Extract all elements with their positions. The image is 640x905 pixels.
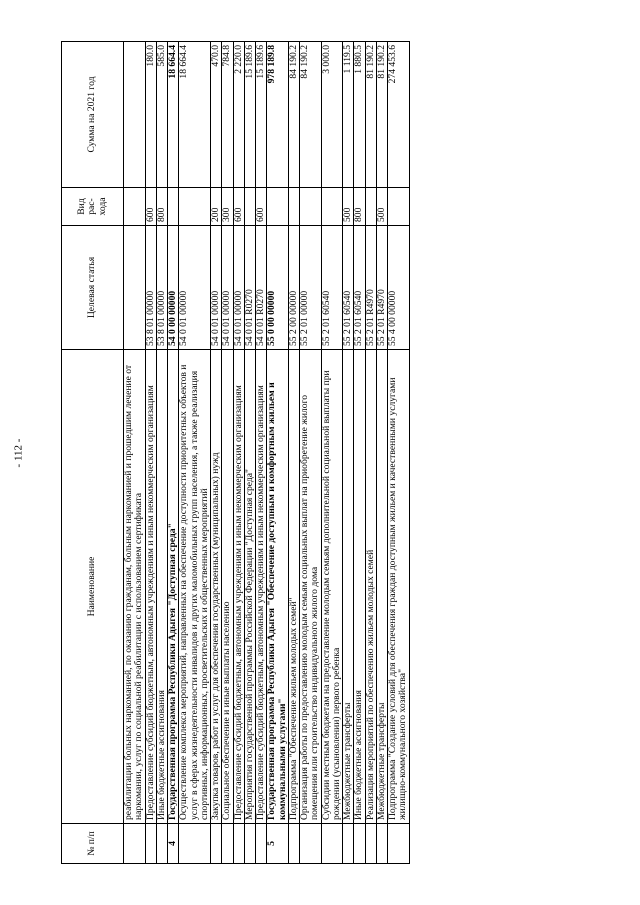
cell-code: 54 0 00 00000 bbox=[168, 226, 179, 350]
table-row bbox=[288, 42, 299, 864]
cell-sum bbox=[124, 42, 146, 188]
cell-name: Государственная программа Республики Адыгея "Обеспечение доступным и комфортным жильем и коммунальными услугами" bbox=[267, 350, 289, 824]
table-row bbox=[124, 42, 146, 864]
cell-num bbox=[124, 824, 146, 864]
cell-num bbox=[211, 824, 222, 864]
cell-vid: 200 bbox=[211, 188, 222, 226]
cell-code: 54 0 01 00000 bbox=[222, 226, 233, 350]
table-row bbox=[343, 42, 354, 864]
cell-code: 54 0 01 00000 bbox=[233, 226, 244, 350]
header-code: Целевая статья bbox=[62, 226, 124, 350]
table-row bbox=[244, 42, 255, 864]
cell-vid: 300 bbox=[222, 188, 233, 226]
table-row bbox=[156, 42, 167, 864]
cell-name: Субсидии местным бюджетам на предоставление молодым семьям дополнительной социальной выплаты при рождении (усыновлении) первого ребенка bbox=[321, 350, 343, 824]
cell-num bbox=[388, 824, 410, 864]
table-row bbox=[145, 42, 156, 864]
table-row bbox=[179, 42, 211, 864]
table-row bbox=[222, 42, 233, 864]
header-vid: Вид рас-хода bbox=[62, 188, 124, 226]
cell-code: 55 2 01 00000 bbox=[300, 226, 322, 350]
cell-name: Подпрограмма "Обеспечение жильем молодых семей" bbox=[288, 350, 299, 824]
cell-name: Закупка товаров, работ и услуг для обеспечения государственных (муниципальных) нужд bbox=[211, 350, 222, 824]
cell-name: Межбюджетные трансферты bbox=[343, 350, 354, 824]
cell-sum: 585.0 bbox=[156, 42, 167, 188]
cell-sum: 784.8 bbox=[222, 42, 233, 188]
cell-num bbox=[156, 824, 167, 864]
cell-name: Социальное обеспечение и иные выплаты населению bbox=[222, 350, 233, 824]
cell-name: Предоставление субсидий бюджетным, автономным учреждениям и иным некоммерческим организациям bbox=[145, 350, 156, 824]
cell-code bbox=[124, 226, 146, 350]
cell-vid bbox=[244, 188, 255, 226]
cell-num bbox=[343, 824, 354, 864]
cell-sum: 84 190.2 bbox=[300, 42, 322, 188]
cell-name: Иные бюджетные ассигнования bbox=[354, 350, 365, 824]
cell-num bbox=[179, 824, 211, 864]
cell-vid: 600 bbox=[256, 188, 267, 226]
cell-sum: 1 119.5 bbox=[343, 42, 354, 188]
cell-code: 55 2 01 R4970 bbox=[365, 226, 376, 350]
cell-code: 53 8 01 00000 bbox=[145, 226, 156, 350]
cell-code: 55 2 01 60540 bbox=[354, 226, 365, 350]
table-row bbox=[267, 42, 289, 864]
cell-vid bbox=[388, 188, 410, 226]
cell-code: 55 4 00 00000 bbox=[388, 226, 410, 350]
cell-name: Реализация мероприятий по обеспечению жильем молодых семей bbox=[365, 350, 376, 824]
cell-code: 54 0 01 R0270 bbox=[256, 226, 267, 350]
table-row bbox=[256, 42, 267, 864]
table-row bbox=[211, 42, 222, 864]
cell-name: Межбюджетные трансферты bbox=[376, 350, 387, 824]
cell-num bbox=[244, 824, 255, 864]
cell-name: Иные бюджетные ассигнования bbox=[156, 350, 167, 824]
cell-vid bbox=[179, 188, 211, 226]
cell-num bbox=[233, 824, 244, 864]
cell-name: Организация работы по предоставлению молодым семьям социальных выплат на приобретение жилого помещения или строительство индивидуального жилого дома bbox=[300, 350, 322, 824]
header-name: Наименование bbox=[62, 350, 124, 824]
cell-name: Государственная программа Республики Адыгея "Доступная среда" bbox=[168, 350, 179, 824]
cell-name: Предоставление субсидий бюджетным, автономным учреждениям и иным некоммерческим организациям bbox=[256, 350, 267, 824]
cell-name: реабилитации больных наркоманией, по оказанию гражданам, больным наркоманией и прошедшим лечение от наркомании, услуг по социальной реабилитации с использованием сертификата bbox=[124, 350, 146, 824]
cell-num bbox=[354, 824, 365, 864]
table-row bbox=[365, 42, 376, 864]
cell-sum: 978 189.8 bbox=[267, 42, 289, 188]
cell-sum: 15 189.6 bbox=[256, 42, 267, 188]
cell-vid: 500 bbox=[376, 188, 387, 226]
cell-name: Мероприятия государственной программы Российской Федерации "Доступная среда" bbox=[244, 350, 255, 824]
table-row bbox=[376, 42, 387, 864]
cell-vid: 800 bbox=[156, 188, 167, 226]
header-sum: Сумма на 2021 год bbox=[62, 42, 124, 188]
cell-num bbox=[300, 824, 322, 864]
cell-vid: 600 bbox=[145, 188, 156, 226]
cell-vid bbox=[300, 188, 322, 226]
cell-vid: 600 bbox=[233, 188, 244, 226]
table-body bbox=[124, 42, 410, 864]
cell-num bbox=[256, 824, 267, 864]
cell-sum: 180.0 bbox=[145, 42, 156, 188]
cell-sum: 274 453.6 bbox=[388, 42, 410, 188]
cell-vid: 800 bbox=[354, 188, 365, 226]
cell-vid bbox=[365, 188, 376, 226]
cell-sum: 470.0 bbox=[211, 42, 222, 188]
table-row bbox=[233, 42, 244, 864]
cell-num bbox=[288, 824, 299, 864]
cell-sum: 3 000.0 bbox=[321, 42, 343, 188]
table-row bbox=[388, 42, 410, 864]
header-num: № п/п bbox=[62, 824, 124, 864]
cell-num bbox=[222, 824, 233, 864]
cell-name: Предоставление субсидий бюджетным, автономным учреждениям и иным некоммерческим организациям bbox=[233, 350, 244, 824]
cell-name: Осуществление комплекса мероприятий, направленных на обеспечение доступности приоритетных объектов и услуг в сферах жизнедеятельности инвалидов и других маломобильных групп населения, а также реализация спортивных, информационных, просветительских и общественных мероприятий bbox=[179, 350, 211, 824]
cell-vid: 500 bbox=[343, 188, 354, 226]
cell-sum: 84 190.2 bbox=[288, 42, 299, 188]
cell-vid bbox=[168, 188, 179, 226]
cell-sum: 18 664.4 bbox=[168, 42, 179, 188]
cell-vid bbox=[321, 188, 343, 226]
cell-num: 4 bbox=[168, 824, 179, 864]
cell-code: 55 2 01 60540 bbox=[321, 226, 343, 350]
cell-vid bbox=[124, 188, 146, 226]
cell-num bbox=[321, 824, 343, 864]
cell-sum: 81 190.2 bbox=[376, 42, 387, 188]
table-row bbox=[321, 42, 343, 864]
cell-code: 54 0 01 00000 bbox=[211, 226, 222, 350]
table-row bbox=[354, 42, 365, 864]
cell-code: 55 0 00 00000 bbox=[267, 226, 289, 350]
table-row bbox=[168, 42, 179, 864]
budget-table bbox=[61, 41, 410, 864]
cell-sum: 15 189.6 bbox=[244, 42, 255, 188]
cell-num bbox=[376, 824, 387, 864]
cell-vid bbox=[288, 188, 299, 226]
table-row bbox=[300, 42, 322, 864]
cell-num: 5 bbox=[267, 824, 289, 864]
cell-code: 55 2 01 60540 bbox=[343, 226, 354, 350]
cell-code: 55 2 00 00000 bbox=[288, 226, 299, 350]
cell-code: 54 0 01 R0270 bbox=[244, 226, 255, 350]
cell-vid bbox=[267, 188, 289, 226]
cell-name: Подпрограмма "Создание условий для обеспечения граждан доступным жильем и качественными услугами жилищно-коммунального хозяйства" bbox=[388, 350, 410, 824]
cell-sum: 2 220.0 bbox=[233, 42, 244, 188]
table-header-row bbox=[62, 42, 124, 864]
cell-sum: 1 880.5 bbox=[354, 42, 365, 188]
cell-sum: 18 664.4 bbox=[179, 42, 211, 188]
cell-num bbox=[365, 824, 376, 864]
cell-code: 53 8 01 00000 bbox=[156, 226, 167, 350]
page-number: - 112 - bbox=[12, 438, 25, 468]
cell-sum: 81 190.2 bbox=[365, 42, 376, 188]
cell-code: 55 2 01 R4970 bbox=[376, 226, 387, 350]
budget-table-rotated bbox=[61, 42, 571, 864]
cell-num bbox=[145, 824, 156, 864]
cell-code: 54 0 01 00000 bbox=[179, 226, 211, 350]
